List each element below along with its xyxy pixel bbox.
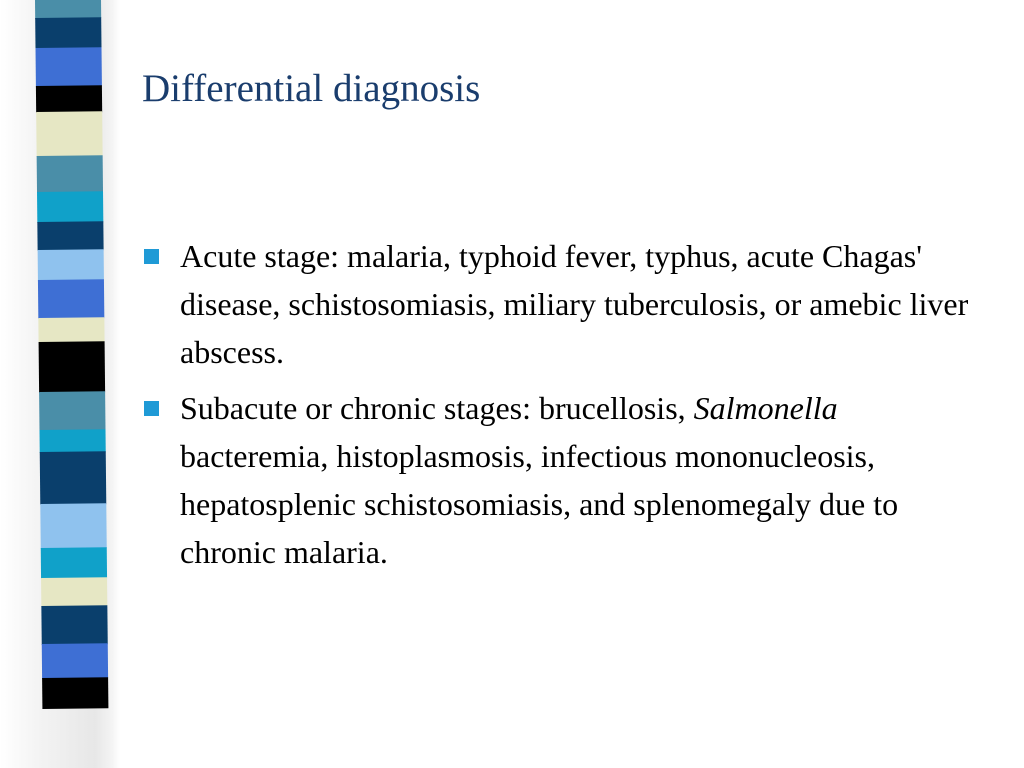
bullet-item-acute-stage: [180, 232, 990, 376]
bullet-text-lead: Subacute or chronic stages: brucellosis,: [180, 390, 686, 426]
slide-title: Differential diagnosis: [142, 67, 481, 110]
stripe-segment: [35, 0, 101, 19]
decorative-color-stripe: [35, 0, 109, 768]
stripe-segment: [41, 605, 107, 645]
stripe-segment: [40, 451, 107, 505]
stripe-segment: [37, 191, 103, 223]
bullet-item-chronic-stage: [180, 384, 990, 576]
square-bullet-icon: [144, 249, 159, 264]
square-bullet-icon: [144, 401, 159, 416]
stripe-segment: [41, 547, 107, 579]
bullet-list: [180, 232, 990, 584]
decorative-side-band: [0, 0, 120, 768]
stripe-segment: [40, 429, 106, 453]
stripe-segment: [37, 221, 103, 251]
stripe-segment: [35, 17, 101, 49]
stripe-segment: [37, 155, 103, 193]
stripe-segment: [38, 249, 104, 281]
stripe-segment: [41, 577, 107, 607]
bullet-text: Acute stage: malaria, typhoid fever, typhus, acute Chagas' disease, schistosomiasis, miliary tuberculosis, or amebic liver abscess.: [180, 238, 969, 370]
stripe-segment: [36, 111, 102, 157]
stripe-segment: [36, 85, 102, 113]
stripe-segment: [38, 317, 104, 343]
stripe-segment: [39, 341, 106, 393]
bullet-text-italic: Salmonella: [693, 390, 838, 426]
stripe-segment: [38, 279, 104, 319]
stripe-segment: [42, 677, 108, 709]
stripe-segment: [39, 391, 105, 431]
stripe-segment: [42, 643, 108, 679]
stripe-segment: [40, 503, 106, 549]
stripe-segment: [36, 47, 102, 87]
bullet-text-rest: bacteremia, histoplasmosis, infectious mononucleosis, hepatosplenic schistosomiasis, and splenomegaly due to chronic malaria.: [180, 438, 899, 570]
